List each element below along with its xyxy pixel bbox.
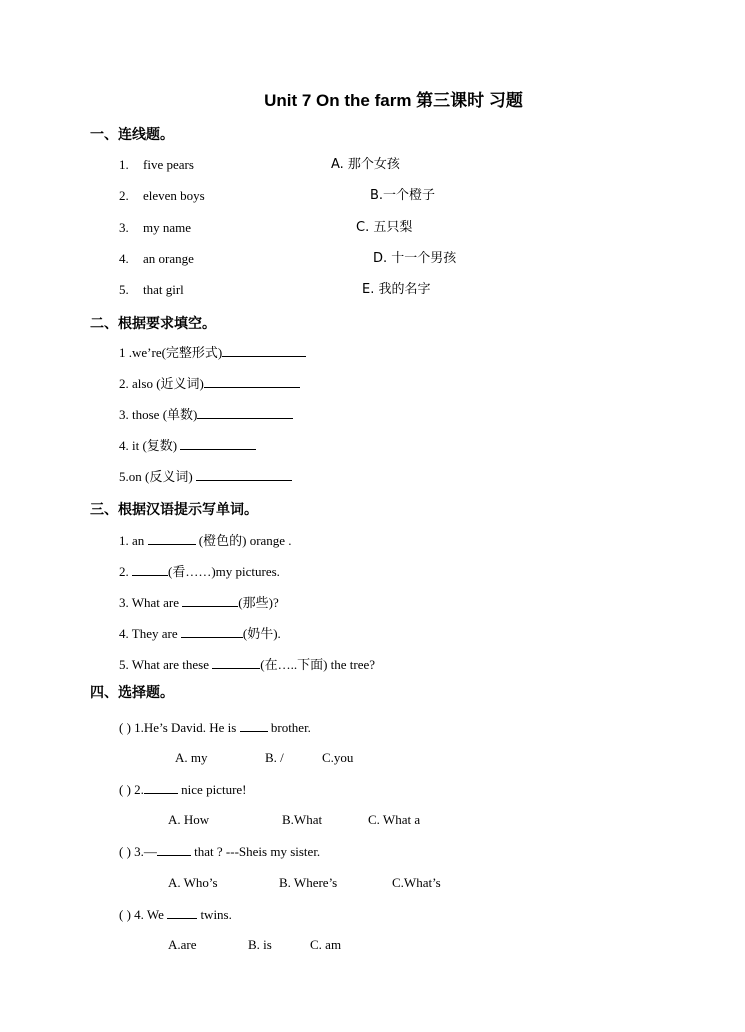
match-right-item: C. 五只梨	[356, 220, 413, 235]
word-question-text: 3. What are	[119, 595, 183, 610]
answer-blank[interactable]	[132, 563, 168, 576]
section-heading-words: 三、根据汉语提示写单词。	[90, 502, 258, 518]
section-heading-choice: 四、选择题。	[90, 685, 174, 701]
answer-parentheses[interactable]: ( )	[119, 720, 131, 735]
word-question	[119, 656, 375, 673]
match-number: 5.	[119, 282, 129, 297]
choice-option-b: B.What	[282, 812, 323, 827]
match-right-item: E. 我的名字	[362, 282, 431, 297]
word-question	[119, 563, 280, 580]
word-question-text: 5. What are these	[119, 657, 213, 672]
fill-question	[119, 406, 293, 423]
fill-question-text: 2. also (近义词)	[119, 376, 204, 391]
choice-option-c: C. What a	[368, 812, 421, 827]
section-heading-fill: 二、根据要求填空。	[90, 316, 216, 332]
word-question-text: (橙色的) orange .	[195, 533, 292, 548]
choice-option-b: B. Where’s	[279, 875, 338, 890]
choice-option-c: C.you	[322, 750, 354, 765]
choice-option-a: A. Who’s	[168, 875, 218, 890]
section-heading-matching: 一、连线题。	[90, 127, 174, 143]
fill-question-text: 4. it (复数)	[119, 438, 181, 453]
match-left-item: my name	[143, 220, 192, 235]
fill-question	[119, 375, 300, 392]
fill-question	[119, 344, 306, 361]
match-left-item: five pears	[143, 157, 194, 172]
fill-question	[119, 468, 292, 485]
match-number: 4.	[119, 251, 129, 266]
word-question-text: 2.	[119, 564, 132, 579]
choice-question-text: twins.	[197, 907, 232, 922]
fill-question-text: 5.on (反义词)	[119, 469, 196, 484]
answer-parentheses[interactable]: ( )	[119, 782, 131, 797]
answer-blank	[167, 906, 197, 919]
match-right-item: D. 十一个男孩	[373, 251, 457, 266]
match-left-item: an orange	[143, 251, 194, 266]
word-question	[119, 625, 281, 642]
answer-blank[interactable]	[148, 532, 196, 545]
choice-option-c: C.What’s	[392, 875, 441, 890]
choice-question-text: 4. We	[134, 907, 168, 922]
answer-blank[interactable]	[197, 406, 293, 419]
answer-blank[interactable]	[180, 437, 256, 450]
answer-blank[interactable]	[222, 344, 306, 357]
word-question	[119, 532, 292, 549]
choice-question-text: that ? ---Sheis my sister.	[190, 844, 321, 859]
word-question-text: 1. an	[119, 533, 148, 548]
answer-blank[interactable]	[182, 594, 238, 607]
answer-blank[interactable]	[212, 656, 260, 669]
choice-question-text: brother.	[267, 720, 311, 735]
choice-question-text: 3.—	[134, 844, 157, 859]
answer-blank	[157, 843, 191, 856]
fill-question	[119, 437, 256, 454]
choice-option-a: A.are	[168, 937, 197, 952]
fill-question-text: 1 .we’re(完整形式)	[119, 345, 223, 360]
page-title: Unit 7 On the farm 第三课时 习题	[264, 91, 523, 110]
choice-option-b: B. /	[265, 750, 284, 765]
answer-blank[interactable]	[196, 468, 292, 481]
word-question	[119, 594, 279, 611]
choice-question-text: nice picture!	[177, 782, 247, 797]
word-question-text: (看……)my pictures.	[168, 564, 280, 579]
choice-option-b: B. is	[248, 937, 272, 952]
match-right-item: A. 那个女孩	[331, 157, 400, 172]
word-question-text: (在…..下面) the tree?	[260, 657, 376, 672]
word-question-text: (那些)?	[238, 595, 279, 610]
answer-blank[interactable]	[204, 375, 300, 388]
word-question-text: 4. They are	[119, 626, 181, 641]
choice-question-text: 2.	[134, 782, 144, 797]
choice-question-text: 1.He’s David. He is	[134, 720, 240, 735]
match-right-item: B.一个橙子	[370, 188, 436, 203]
fill-question-text: 3. those (单数)	[119, 407, 198, 422]
answer-parentheses[interactable]: ( )	[119, 907, 131, 922]
answer-blank	[240, 719, 268, 732]
match-number: 2.	[119, 188, 129, 203]
match-left-item: that girl	[143, 282, 184, 297]
answer-blank	[144, 781, 178, 794]
match-left-item: eleven boys	[143, 188, 205, 203]
choice-question	[119, 906, 232, 923]
word-question-text: (奶牛).	[242, 626, 281, 641]
answer-blank[interactable]	[181, 625, 243, 638]
choice-question	[119, 719, 311, 736]
answer-parentheses[interactable]: ( )	[119, 844, 131, 859]
choice-option-c: C. am	[310, 937, 342, 952]
match-number: 1.	[119, 157, 129, 172]
choice-question	[119, 781, 247, 798]
choice-question	[119, 843, 320, 860]
choice-option-a: A. my	[175, 750, 208, 765]
match-number: 3.	[119, 220, 129, 235]
choice-option-a: A. How	[168, 812, 210, 827]
